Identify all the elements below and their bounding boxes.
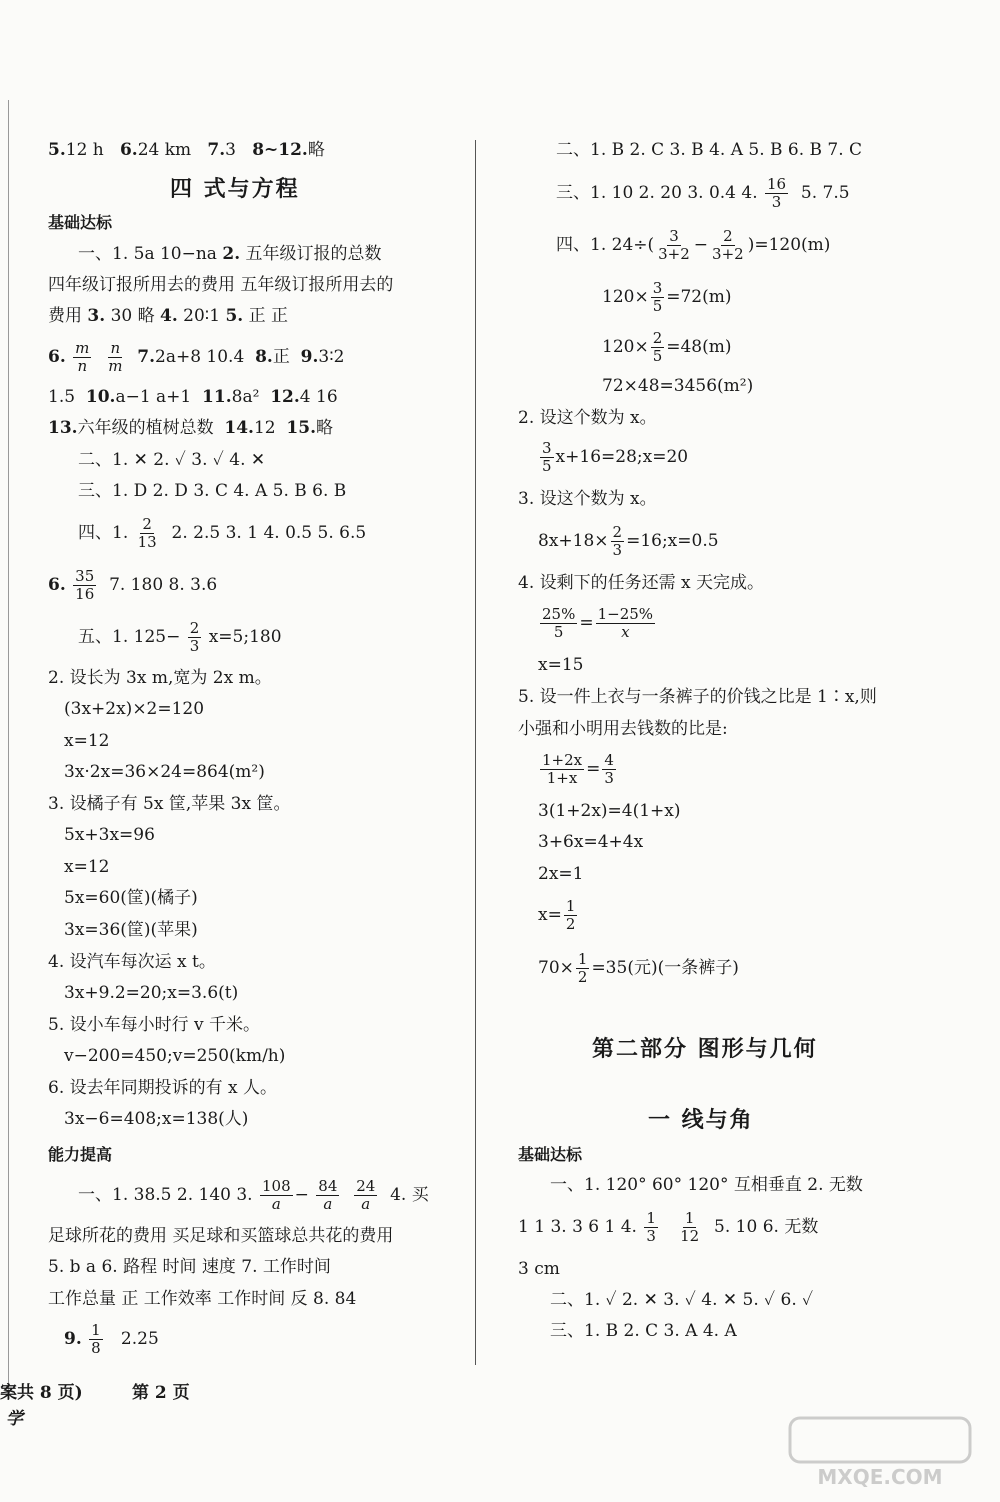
answer-line: 8x+18× $\frac{2}{3}$ =16;x=0.5 — [538, 523, 719, 559]
fraction: $\frac{2}{3+2}$ — [712, 227, 744, 263]
fraction: $\frac{1}{8}$ — [91, 1321, 101, 1357]
answer-line: 6. $\frac{m}{n}$ $\frac{n}{m}$ 7.2a+8 10.4 8.正 9.3∶2 — [48, 339, 345, 375]
fraction: $\frac{2}{5}$ — [652, 329, 663, 365]
answer-line: 三、1. B 2. C 3. A 4. A — [550, 1321, 737, 1341]
answer-line: x=15 — [538, 655, 584, 675]
answer-line: 1 1 3. 3 6 1 4. $\frac{1}{3}$ $\frac{1}{12}$ 5. 10 6. 无数 — [518, 1209, 819, 1245]
answer-line: 4. 设剩下的任务还需 x 天完成。 — [518, 573, 765, 593]
answer-line: 5. b a 6. 路程 时间 速度 7. 工作时间 — [48, 1257, 331, 1277]
fraction: $\frac{2}{13}$ — [137, 515, 157, 551]
fraction: $\frac{1+2x}{1+x}$ — [542, 751, 583, 787]
answer-line: 四、1. 24÷( $\frac{3}{3+2}$ − $\frac{2}{3+2}$ )=120(m) — [556, 227, 831, 263]
answer-line: 3. 设这个数为 x。 — [518, 489, 657, 509]
answer-line: 三、1. 10 2. 20 3. 0.4 4. $\frac{16}{3}$ 5. 7.5 — [556, 175, 850, 211]
fraction: $\frac{4}{3}$ — [604, 751, 614, 787]
answer-line: 一、1. 5a 10−na 2. 五年级订报的总数 — [78, 244, 382, 264]
fraction: $\frac{108}{a}$ — [261, 1177, 291, 1213]
page-edge — [8, 100, 9, 1400]
answer-line: 2x=1 — [538, 864, 584, 884]
answer-line: 3x·2x=36×24=864(m²) — [64, 762, 265, 782]
part-heading: 第二部分 图形与几何 — [592, 1036, 818, 1062]
answer-line: x= $\frac{1}{2}$ — [538, 897, 576, 933]
answer-line: 3. 设橘子有 5x 筐,苹果 3x 筐。 — [48, 794, 291, 814]
fraction: $\frac{n}{m}$ — [108, 339, 123, 375]
answer-line: 5. 设小车每小时行 v 千米。 — [48, 1015, 261, 1035]
answer-line: 72×48=3456(m²) — [602, 376, 754, 396]
fraction: $\frac{84}{a}$ — [318, 1177, 338, 1213]
chapter-heading: 四 式与方程 — [170, 176, 300, 202]
answer-line: 足球所花的费用 买足球和买篮球总共花的费用 — [48, 1226, 394, 1246]
footer-mark: 学 — [6, 1409, 23, 1429]
fraction: $\frac{3}{5}$ — [652, 279, 663, 315]
answer-line: 3 cm — [518, 1259, 560, 1279]
answer-line: 1.5 10.a−1 a+1 11.8a² 12.4 16 — [48, 387, 338, 407]
answer-line: 二、1. ✓ 2. ✕ 3. ✓ 4. ✕ 5. ✓ 6. ✓ — [550, 1290, 814, 1310]
section-title: 基础达标 — [48, 213, 113, 232]
answer-line: 5x+3x=96 — [64, 825, 155, 845]
fraction: $\frac{1}{3}$ — [646, 1209, 656, 1245]
answer-line: (3x+2x)×2=120 — [64, 699, 205, 719]
fraction: $\frac{25\%}{5}$ — [542, 605, 576, 641]
answer-line: $\frac{1+2x}{1+x}$ = $\frac{4}{3}$ — [542, 751, 614, 787]
page-number: 第 2 页 — [132, 1383, 190, 1403]
answer-line: 一、1. 38.5 2. 140 3. $\frac{108}{a}$ − $\frac{84}{a}$ $\frac{24}{a}$ 4. 买 — [78, 1177, 429, 1213]
answer-line: 2. 设长为 3x m,宽为 2x m。 — [48, 668, 272, 688]
answer-line: 5.12 h 6.24 km 7.3 8~12.略 — [48, 140, 325, 160]
answer-line: 120× $\frac{2}{5}$ =48(m) — [602, 329, 732, 365]
answer-line: v−200=450;v=250(km/h) — [64, 1046, 286, 1066]
answer-line: 四、1. $\frac{2}{13}$ 2. 2.5 3. 1 4. 0.5 5. 6.5 — [78, 515, 367, 551]
fraction: $\frac{m}{n}$ — [75, 339, 90, 375]
fraction: $\frac{3}{3+2}$ — [658, 227, 690, 263]
answer-line: 二、1. ✕ 2. ✓ 3. ✓ 4. ✕ — [78, 450, 266, 470]
answer-line: 五、1. 125− $\frac{2}{3}$ x=5;180 — [78, 619, 282, 655]
answer-line: 4. 设汽车每次运 x t。 — [48, 952, 216, 972]
answer-line: 小强和小明用去钱数的比是: — [518, 719, 728, 739]
answer-line: 6. $\frac{35}{16}$ 7. 180 8. 3.6 — [48, 567, 218, 603]
answer-line: 3(1+2x)=4(1+x) — [538, 801, 681, 821]
answer-line: 四年级订报所用去的费用 五年级订报所用去的 — [48, 275, 394, 295]
section-title: 能力提高 — [48, 1145, 113, 1164]
answer-line: 70× $\frac{1}{2}$ =35(元)(一条裤子) — [538, 950, 739, 986]
answer-line: 2. 设这个数为 x。 — [518, 408, 657, 428]
watermark-text: MXQE.COM — [817, 1465, 943, 1489]
answer-line: 3+6x=4+4x — [538, 832, 644, 852]
fraction: $\frac{2}{3}$ — [612, 523, 623, 559]
answer-line: 3x=36(筐)(苹果) — [64, 920, 198, 940]
answer-line: 3x+9.2=20;x=3.6(t) — [64, 983, 239, 1003]
fraction: $\frac{35}{16}$ — [75, 567, 95, 603]
fraction: $\frac{24}{a}$ — [356, 1177, 376, 1213]
answer-line: 费用 3. 30 略 4. 20∶1 5. 正 正 — [48, 306, 289, 326]
answer-line: 一、1. 120° 60° 120° 互相垂直 2. 无数 — [550, 1175, 863, 1195]
answer-line: $\frac{25\%}{5}$ = $\frac{1-25\%}{x}$ — [542, 605, 654, 641]
answer-line: 9. $\frac{1}{8}$ 2.25 — [64, 1321, 159, 1357]
answer-line: x=12 — [64, 731, 110, 751]
answer-line: x=12 — [64, 857, 110, 877]
fraction: $\frac{1-25\%}{x}$ — [597, 605, 654, 641]
fraction: $\frac{2}{3}$ — [189, 619, 200, 655]
answer-line: 二、1. B 2. C 3. B 4. A 5. B 6. B 7. C — [556, 140, 863, 160]
answer-line: 5. 设一件上衣与一条裤子的价钱之比是 1∶x,则 — [518, 687, 877, 707]
fraction: $\frac{1}{2}$ — [565, 897, 576, 933]
column-divider — [475, 140, 476, 1365]
section-title: 基础达标 — [518, 1145, 583, 1164]
answer-line: 三、1. D 2. D 3. C 4. A 5. B 6. B — [78, 481, 347, 501]
answer-line: 工作总量 正 工作效率 工作时间 反 8. 84 — [48, 1289, 357, 1309]
answer-line: 6. 设去年同期投诉的有 x 人。 — [48, 1078, 278, 1098]
chapter-heading: 一 线与角 — [648, 1107, 754, 1133]
fraction: $\frac{1}{12}$ — [680, 1209, 700, 1245]
fraction: $\frac{3}{5}$ — [542, 439, 552, 475]
answer-line: 3x−6=408;x=138(人) — [64, 1109, 249, 1129]
answer-line: 120× $\frac{3}{5}$ =72(m) — [602, 279, 732, 315]
watermark-logo — [780, 1412, 980, 1492]
answer-line: 13.六年级的植树总数 14.12 15.略 — [48, 418, 333, 438]
fraction: $\frac{1}{2}$ — [577, 950, 588, 986]
answer-line: 5x=60(筐)(橘子) — [64, 888, 198, 908]
answer-line: $\frac{3}{5}$ x+16=28;x=20 — [542, 439, 689, 475]
footer-page-count: 案共 8 页) — [0, 1383, 83, 1403]
fraction: $\frac{16}{3}$ — [767, 175, 787, 211]
